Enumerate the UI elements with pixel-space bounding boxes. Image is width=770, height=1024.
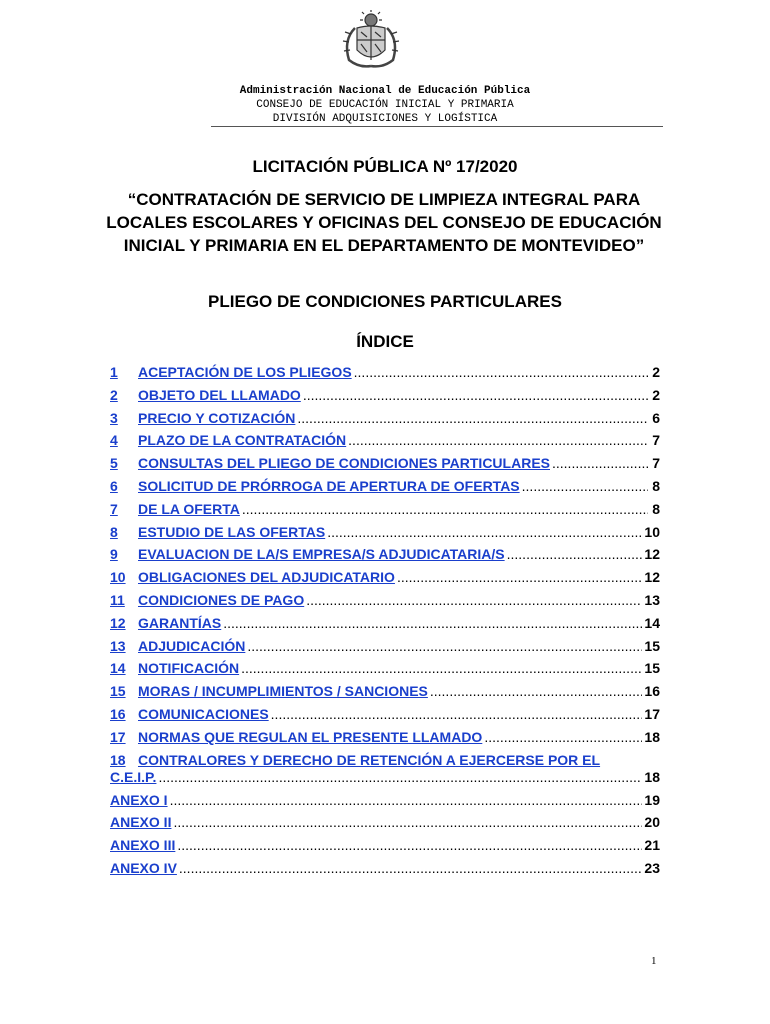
toc-entry-link[interactable]: MORAS / INCUMPLIMIENTOS / SANCIONES xyxy=(138,683,428,700)
toc-leader-dots xyxy=(158,769,642,786)
toc-page-number: 7 xyxy=(652,432,660,449)
toc-entry-link[interactable]: OBJETO DEL LLAMADO xyxy=(138,386,301,403)
toc-entry-link[interactable]: C.E.I.P. xyxy=(110,768,157,785)
toc-page-number: 21 xyxy=(644,837,660,854)
toc-page-number: 17 xyxy=(644,705,660,722)
toc-page-number: 13 xyxy=(644,591,660,608)
toc-entry-line xyxy=(110,752,660,769)
toc-entry-link[interactable]: NORMAS QUE REGULAN EL PRESENTE LLAMADO xyxy=(138,728,483,745)
toc-leader-dots xyxy=(507,546,643,563)
toc-leader-dots xyxy=(271,706,643,723)
toc-page-number: 16 xyxy=(644,683,660,700)
toc-leader-dots xyxy=(327,524,642,541)
toc-entry-link[interactable]: PLAZO DE LA CONTRATACIÓN xyxy=(138,432,347,449)
toc-entry[interactable] xyxy=(110,706,660,729)
toc-entry-line xyxy=(110,769,660,786)
document-type: PLIEGO DE CONDICIONES PARTICULARES xyxy=(208,292,562,311)
toc-entry[interactable] xyxy=(110,729,660,752)
toc-entry-link[interactable]: GARANTÍAS xyxy=(138,614,222,631)
toc-entry-link[interactable]: ESTUDIO DE LAS OFERTAS xyxy=(138,523,326,540)
toc-leader-dots xyxy=(179,860,643,877)
toc-entry-link[interactable]: ACEPTACIÓN DE LOS PLIEGOS xyxy=(138,364,352,380)
toc-entry-number[interactable]: 13 xyxy=(110,637,126,654)
toc-entry[interactable] xyxy=(110,478,660,501)
toc-page-number: 7 xyxy=(652,455,660,472)
toc-leader-dots xyxy=(297,410,648,427)
toc-annex-link[interactable]: ANEXO II xyxy=(110,814,172,831)
toc-entry-number[interactable]: 2 xyxy=(110,386,118,403)
toc-entry-number[interactable]: 8 xyxy=(110,523,118,540)
toc-page-number: 12 xyxy=(644,546,660,563)
toc-entry-number[interactable]: 17 xyxy=(110,728,126,745)
toc-annex-link[interactable]: ANEXO I xyxy=(110,791,168,808)
toc-entry-link[interactable]: EVALUACION DE LA/S EMPRESA/S ADJUDICATARIA/S xyxy=(138,546,505,563)
toc-annex-entry[interactable] xyxy=(110,814,660,837)
toc-entry-link[interactable]: PRECIO Y COTIZACIÓN xyxy=(138,409,296,426)
toc-page-number: 18 xyxy=(644,728,660,745)
toc-entry-link[interactable]: COMUNICACIONES xyxy=(138,705,269,722)
toc-annex-entry[interactable] xyxy=(110,837,660,860)
toc-entry[interactable] xyxy=(110,752,660,786)
toc-entry-link[interactable]: CONDICIONES DE PAGO xyxy=(138,591,305,608)
toc-leader-dots xyxy=(397,569,642,586)
tender-title: LICITACIÓN PÚBLICA Nº 17/2020 xyxy=(252,157,518,176)
toc-entry[interactable] xyxy=(110,364,660,387)
institution-name: Administración Nacional de Educación Pública xyxy=(239,85,531,97)
toc-entry-number[interactable]: 15 xyxy=(110,683,126,700)
toc-leader-dots xyxy=(170,792,643,809)
toc-entry-number[interactable]: 18 xyxy=(110,751,126,768)
toc-annex-link[interactable]: ANEXO IV xyxy=(110,859,177,876)
toc-entry-number[interactable]: 11 xyxy=(110,591,125,608)
toc-page-number: 8 xyxy=(652,477,660,494)
toc-leader-dots xyxy=(552,455,648,472)
toc-entry[interactable] xyxy=(110,501,660,524)
index-heading: ÍNDICE xyxy=(356,332,414,351)
toc-entry[interactable] xyxy=(110,592,660,615)
toc-entry-number[interactable]: 1 xyxy=(110,364,118,380)
toc-leader-dots xyxy=(247,638,642,655)
tender-subject: “CONTRATACIÓN DE SERVICIO DE LIMPIEZA INTEGRAL PARA LOCALES ESCOLARES Y OFICINAS DEL CONSEJO DE EDUCACIÓN INICIAL Y PRIMARIA EN EL DEPARTAMENTO DE MONTEVIDEO” xyxy=(106,190,662,255)
toc-annex-entry[interactable] xyxy=(110,792,660,815)
toc-entry[interactable] xyxy=(110,638,660,661)
toc-leader-dots xyxy=(522,478,648,495)
toc-annex-entry[interactable] xyxy=(110,860,660,883)
toc-entry-link[interactable]: SOLICITUD DE PRÓRROGA DE APERTURA DE OFERTAS xyxy=(138,477,520,494)
toc-entry-number[interactable]: 5 xyxy=(110,455,118,472)
toc-page-number: 20 xyxy=(644,814,660,831)
toc-page-number: 8 xyxy=(652,500,660,517)
toc-entry-link[interactable]: OBLIGACIONES DEL ADJUDICATARIO xyxy=(138,569,395,586)
toc-entry-link[interactable]: DE LA OFERTA xyxy=(138,500,240,517)
toc-leader-dots xyxy=(223,615,642,632)
toc-page-number: 12 xyxy=(644,569,660,586)
toc-entry-link[interactable]: CONTRALORES Y DERECHO DE RETENCIÓN A EJERCERSE POR EL xyxy=(138,751,601,768)
toc-leader-dots xyxy=(242,501,648,518)
toc-page-number: 2 xyxy=(652,364,660,380)
toc-page-number: 23 xyxy=(644,859,660,876)
toc-entry[interactable] xyxy=(110,524,660,547)
toc-entry-link[interactable]: ADJUDICACIÓN xyxy=(138,637,246,654)
toc-leader-dots xyxy=(241,660,642,677)
toc-leader-dots xyxy=(430,683,643,700)
toc-page-number: 10 xyxy=(644,523,660,540)
division-name: DIVISIÓN ADQUISICIONES Y LOGÍSTICA xyxy=(272,113,498,125)
toc-leader-dots xyxy=(348,432,648,449)
toc-entry[interactable] xyxy=(110,569,660,592)
toc-page-number: 6 xyxy=(652,409,660,426)
toc-entry-link[interactable]: NOTIFICACIÓN xyxy=(138,660,240,677)
toc-leader-dots xyxy=(306,592,642,609)
toc-entry-number[interactable]: 3 xyxy=(110,409,118,426)
page-number: 1 xyxy=(651,955,657,967)
toc-entry[interactable] xyxy=(110,660,660,683)
toc-leader-dots xyxy=(173,814,642,831)
toc-entry-link[interactable]: CONSULTAS DEL PLIEGO DE CONDICIONES PARTICULARES xyxy=(138,455,550,472)
toc-page-number: 15 xyxy=(644,660,660,677)
council-name: CONSEJO DE EDUCACIÓN INICIAL Y PRIMARIA xyxy=(256,99,514,111)
header-divider xyxy=(211,126,663,127)
toc-page-number: 14 xyxy=(644,614,660,631)
toc-page-number: 15 xyxy=(644,637,660,654)
coat-of-arms-icon xyxy=(335,10,407,74)
toc-leader-dots xyxy=(177,837,642,854)
toc-entry[interactable] xyxy=(110,455,660,478)
toc-page-number: 18 xyxy=(644,768,660,785)
toc-entry[interactable] xyxy=(110,546,660,569)
toc-leader-dots xyxy=(303,387,648,404)
toc-page-number: 2 xyxy=(652,386,660,403)
toc-entry-number[interactable]: 10 xyxy=(110,569,126,586)
toc-entry-number[interactable]: 7 xyxy=(110,500,118,517)
toc-entry-number[interactable]: 12 xyxy=(110,614,126,631)
toc-entry[interactable] xyxy=(110,387,660,410)
toc-leader-dots xyxy=(354,364,648,381)
toc-entry-number[interactable]: 4 xyxy=(110,432,118,449)
toc-leader-dots xyxy=(484,729,642,746)
toc-entry[interactable] xyxy=(110,432,660,455)
toc-entry[interactable] xyxy=(110,410,660,433)
toc-entry-number[interactable]: 14 xyxy=(110,660,126,677)
toc-page-number: 19 xyxy=(644,791,660,808)
toc-entry-number[interactable]: 6 xyxy=(110,477,118,494)
toc-entry[interactable] xyxy=(110,683,660,706)
toc-entry-number[interactable]: 16 xyxy=(110,705,126,722)
toc-entry[interactable] xyxy=(110,615,660,638)
toc-annex-link[interactable]: ANEXO III xyxy=(110,837,176,854)
toc-entry-number[interactable]: 9 xyxy=(110,546,118,563)
table-of-contents xyxy=(110,364,660,883)
